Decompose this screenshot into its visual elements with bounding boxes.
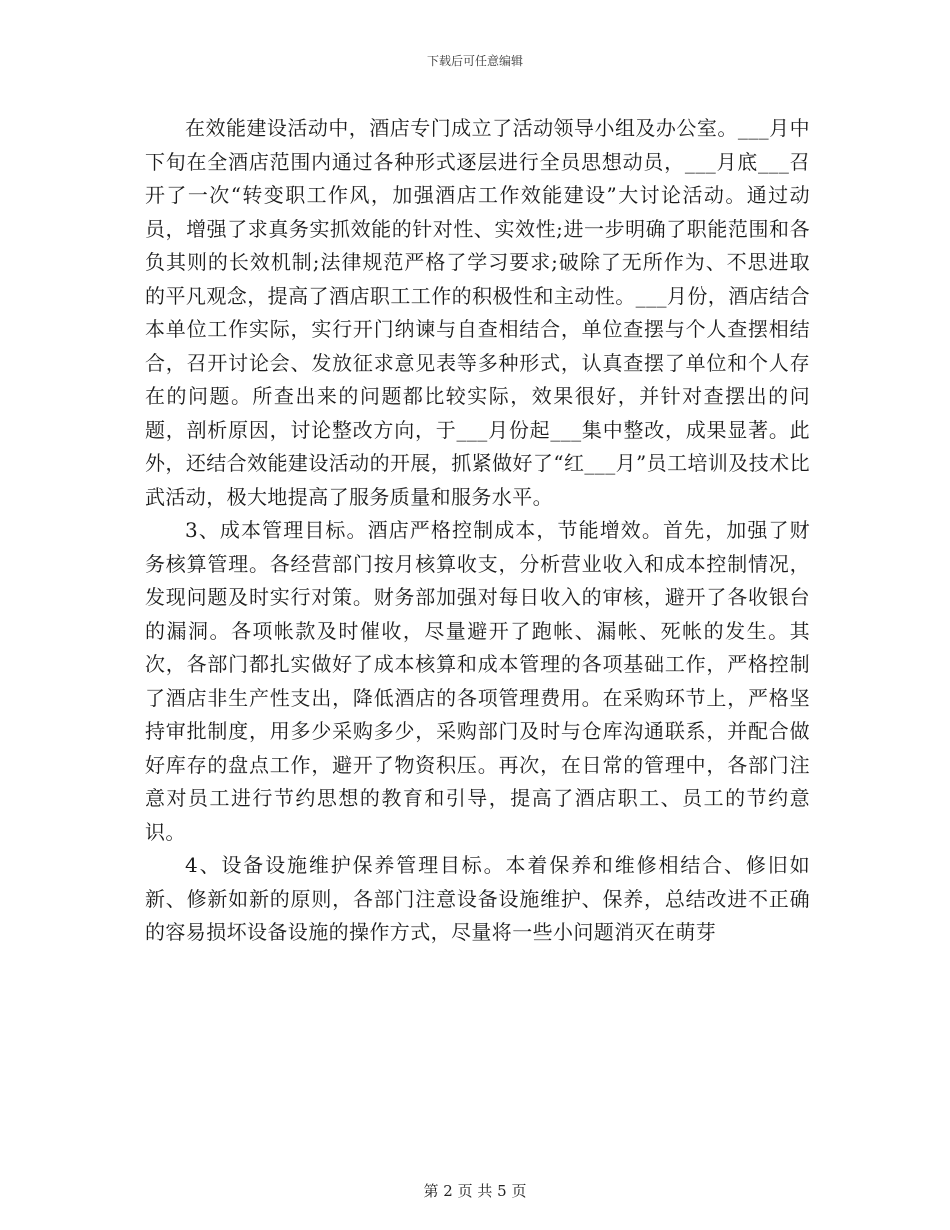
paragraph-cost-management: 3、成本管理目标。酒店严格控制成本，节能增效。首先，加强了财务核算管理。各经营部门按月核算收支，分析营业收入和成本控制情况，发现问题及时实行对策。财务部加强对每日收入的审核，避开了各收银台的漏洞。各项帐款及时催收，尽量避开了跑帐、漏帐、死帐的发生。其次，各部门都扎实做好了成本核算和成本管理的各项基础工作，严格控制了酒店非生产性支出，降低酒店的各项管理费用。在采购环节上，严格坚持审批制度，用多少采购多少，采购部门及时与仓库沟通联系，并配合做好库存的盘点工作，避开了物资积压。再次，在日常的管理中，各部门注意对员工进行节约思想的教育和引导，提高了酒店职工、员工的节约意识。 bbox=[145, 518, 810, 844]
paragraph-efficiency-campaign: 在效能建设活动中，酒店专门成立了活动领导小组及办公室。___月中下旬在全酒店范围内通过各种形式逐层进行全员思想动员，___月底___召开了一次“转变职工作风，加强酒店工作效能建设”大讨论活动。通过动员，增强了求真务实抓效能的针对性、实效性;进一步明确了职能范围和各负其则的长效机制;法律规范严格了学习要求;破除了无所作为、不思进取的平凡观念，提高了酒店职工工作的积极性和主动性。___月份，酒店结合本单位工作实际，实行开门纳谏与自查相结合，单位查摆与个人查摆相结合，召开讨论会、发放征求意见表等多种形式，认真查摆了单位和个人存在的问题。所查出来的问题都比较实际，效果很好，并针对查摆出的问题，剖析原因，讨论整改方向，于___月份起___集中整改，成果显著。此外，还结合效能建设活动的开展，抓紧做好了“红___月”员工培训及技术比武活动，极大地提高了服务质量和服务水平。 bbox=[145, 116, 810, 509]
page-number: 第 2 页 共 5 页 bbox=[423, 1182, 527, 1200]
paragraph-equipment-maintenance: 4、设备设施维护保养管理目标。本着保养和维修相结合、修旧如新、修新如新的原则，各部门注意设备设施维护、保养，总结改进不正确的容易损坏设备设施的操作方式，尽量将一些小问题消灭在萌芽 bbox=[145, 853, 810, 944]
page-header: 下载后可任意编辑 bbox=[426, 54, 523, 68]
document-body bbox=[145, 112, 810, 950]
